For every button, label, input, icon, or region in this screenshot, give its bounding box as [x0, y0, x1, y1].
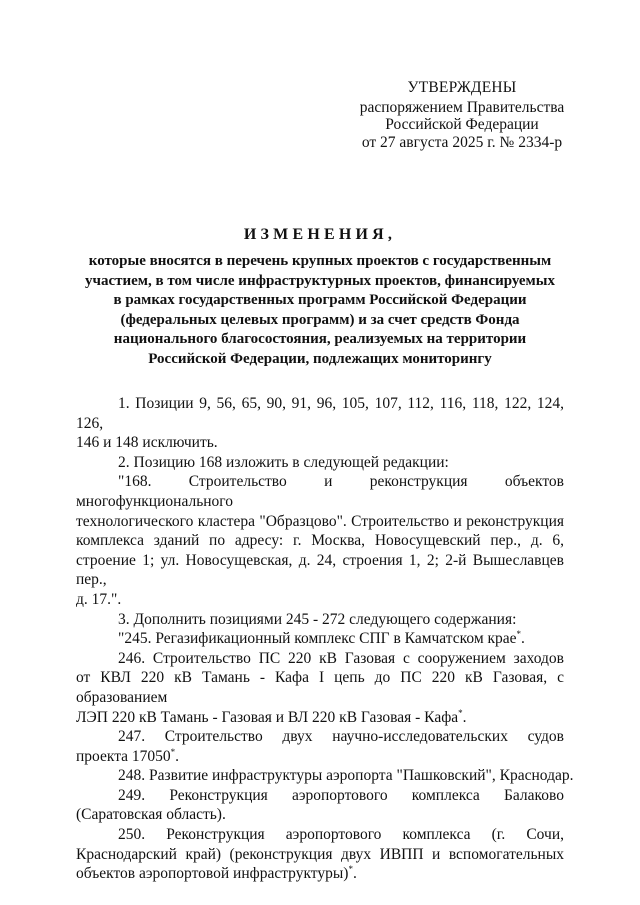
- approval-line-1: распоряжением Правительства: [359, 98, 565, 116]
- period: .: [352, 865, 357, 883]
- text-line: 250. Реконструкция аэропортового комплекса (г. Сочи,: [118, 826, 564, 844]
- document-title: ИЗМЕНЕНИЯ,: [243, 226, 397, 243]
- text-line: от КВЛ 220 кВ Тамань - Кафа I цепь до ПС 220 кВ Газовая, с образованием: [76, 669, 564, 706]
- text-line: 247. Строительство двух научно-исследовательских судов: [118, 728, 564, 746]
- paragraph-3: [76, 610, 564, 630]
- text-line: "168. Строительство и реконструкция объектов многофункционального: [76, 473, 564, 510]
- text-line: 2. Позицию 168 изложить в следующей редакции:: [118, 453, 449, 471]
- period: .: [175, 747, 180, 765]
- text-line: 1. Позиции 9, 56, 65, 90, 91, 96, 105, 107, 112, 116, 118, 122, 124, 126,: [76, 395, 564, 432]
- item-245-text: "245. Регазификационный комплекс СПГ в Камчатском крае: [118, 630, 517, 648]
- subtitle-line: (федеральных целевых программ) и за счет средств Фонда: [120, 311, 520, 328]
- text-line: (Саратовская область).: [76, 806, 226, 824]
- text-line: [76, 747, 564, 767]
- text-line: 249. Реконструкция аэропортового комплекса Балаково: [118, 786, 564, 804]
- paragraph-248: [76, 766, 574, 786]
- text-line: 146 и 148 исключить.: [76, 434, 218, 452]
- approval-line-3: от 27 августа 2025 г. № 2334-р: [361, 133, 563, 151]
- paragraph-2: [76, 453, 564, 473]
- subtitle-line: участием, в том числе инфраструктурных проектов, финансируемых: [85, 272, 555, 289]
- text-line: технологического кластера "Образцово". Строительство и реконструкция: [76, 512, 564, 530]
- paragraph-247: [76, 727, 564, 766]
- footnote-asterisk: *: [348, 864, 353, 875]
- document-body: [76, 394, 574, 884]
- approval-heading: УТВЕРЖДЕНЫ: [407, 79, 517, 96]
- text-line: 246. Строительство ПС 220 кВ Газовая с сооружением заходов: [118, 649, 564, 667]
- subtitle-line: Российской Федерации, подлежащих мониторингу: [148, 350, 492, 367]
- paragraph-245: [76, 629, 564, 649]
- subtitle-line: национального благосостояния, реализуемых на территории: [113, 331, 527, 348]
- paragraph-249: [76, 786, 564, 825]
- text-line: комплекса зданий по адресу: г. Москва, Новосущевский пер., д. 6,: [76, 532, 564, 550]
- text-line: строение 1; ул. Новосущевская, д. 24, строения 1, 2; 2-й Вышеславцев пер.,: [76, 551, 564, 589]
- item-250-text: объектов аэропортовой инфраструктуры): [76, 865, 349, 883]
- subtitle-line: в рамках государственных программ Российской Федерации: [113, 292, 527, 309]
- footnote-asterisk: *: [516, 629, 522, 640]
- paragraph-168: [76, 472, 564, 609]
- approval-line-2: Российской Федерации: [385, 116, 539, 133]
- period: .: [521, 630, 525, 648]
- text-line: [76, 864, 564, 884]
- footnote-asterisk: *: [458, 707, 463, 718]
- footnote-asterisk: *: [170, 746, 176, 757]
- item-246-text: ЛЭП 220 кВ Тамань - Газовая и ВЛ 220 кВ Газовая - Кафа: [76, 708, 459, 726]
- document-subtitle: [70, 252, 570, 370]
- text-line: д. 17.".: [76, 590, 122, 608]
- text-line: 3. Дополнить позициями 245 - 272 следующего содержания:: [118, 610, 517, 628]
- item-247-text: проекта 17050: [76, 747, 171, 765]
- paragraph-1: [76, 394, 564, 453]
- text-line: 248. Развитие инфраструктуры аэропорта "Пашковский", Краснодар.: [118, 767, 574, 785]
- approval-stamp: [356, 79, 568, 151]
- subtitle-line: которые вносятся в перечень крупных проектов с государственным: [88, 253, 552, 269]
- period: .: [462, 708, 467, 726]
- paragraph-246: [76, 649, 564, 727]
- paragraph-250: [76, 825, 564, 884]
- text-line: [76, 629, 564, 649]
- text-line: [76, 708, 564, 728]
- text-line: Краснодарский край) (реконструкция двух ИВПП и вспомогательных: [76, 845, 564, 863]
